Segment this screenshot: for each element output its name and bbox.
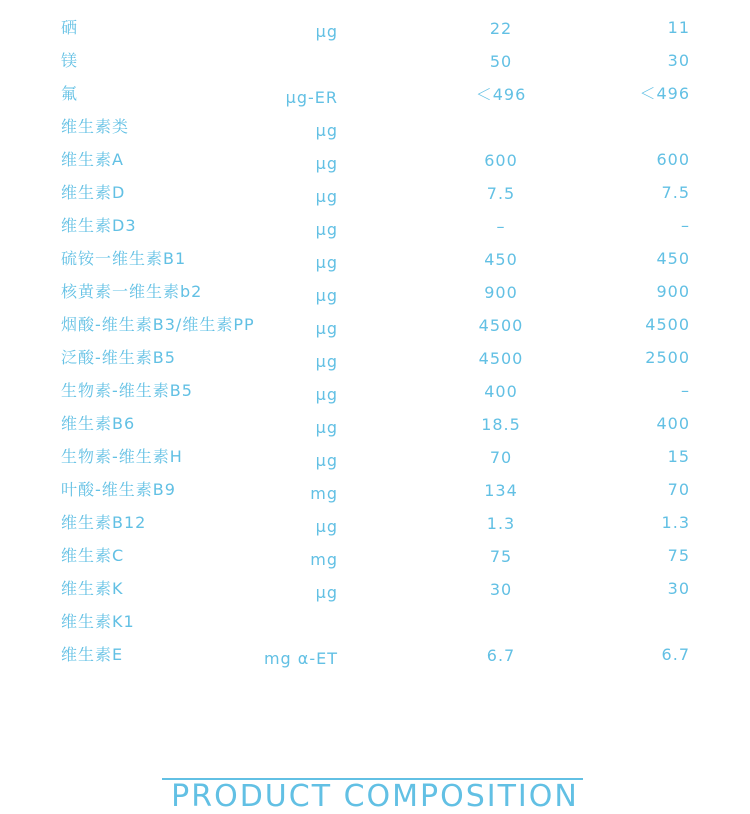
- nutrient-unit: μg: [315, 352, 338, 371]
- table-row: [0, 612, 750, 645]
- table-row: [0, 546, 750, 579]
- nutrient-unit: μg-ER: [285, 88, 338, 107]
- table-row: [0, 282, 750, 315]
- nutrient-unit: μg: [315, 121, 338, 140]
- nutrient-name: 泛酸-维生素B5: [61, 348, 176, 367]
- nutrient-name: 生物素-维生素B5: [61, 381, 193, 400]
- table-row: [0, 216, 750, 249]
- nutrient-unit: μg: [315, 517, 338, 536]
- nutrient-name: 核黄素一维生素b2: [61, 282, 203, 301]
- nutrient-value-1: 4500: [478, 349, 524, 368]
- nutrient-value-1: 7.5: [486, 184, 516, 203]
- nutrient-name: 生物素-维生素H: [61, 447, 183, 466]
- nutrient-unit: μg: [315, 319, 338, 338]
- nutrient-value-2: 15: [667, 447, 690, 466]
- nutrient-value-2: 400: [656, 414, 690, 433]
- nutrient-value-2: ＜496: [639, 84, 690, 103]
- nutrient-unit: μg: [315, 451, 338, 470]
- nutrient-name: 维生素E: [61, 645, 124, 664]
- nutrient-name: 维生素B6: [61, 414, 136, 433]
- nutrient-value-1: 75: [489, 547, 513, 566]
- nutrient-value-2: 4500: [645, 315, 690, 334]
- nutrient-name: 维生素D: [61, 183, 126, 202]
- nutrient-value-2: 70: [667, 480, 690, 499]
- table-row: [0, 150, 750, 183]
- nutrient-unit: mg: [310, 550, 338, 569]
- nutrient-value-1: 400: [484, 382, 518, 401]
- nutrient-value-2: 900: [656, 282, 690, 301]
- table-row: [0, 513, 750, 546]
- table-row: [0, 183, 750, 216]
- nutrient-value-2: 75: [667, 546, 690, 565]
- table-row: [0, 480, 750, 513]
- nutrient-value-2: 600: [656, 150, 690, 169]
- nutrient-value-1: 18.5: [481, 415, 521, 434]
- nutrient-value-2: 7.5: [661, 183, 690, 202]
- table-row: [0, 249, 750, 282]
- nutrient-unit: μg: [315, 187, 338, 206]
- nutrient-unit: μg: [315, 385, 338, 404]
- nutrient-value-2: –: [681, 381, 690, 400]
- nutrient-name: 叶酸-维生素B9: [61, 480, 176, 499]
- table-row: [0, 414, 750, 447]
- nutrient-name: 维生素C: [61, 546, 125, 565]
- nutrient-name: 维生素D3: [61, 216, 137, 235]
- nutrient-unit: μg: [315, 22, 338, 41]
- nutrient-name: 维生素B12: [61, 513, 147, 532]
- table-row: [0, 447, 750, 480]
- nutrient-value-2: –: [681, 216, 690, 235]
- nutrient-value-1: ＜496: [475, 85, 527, 104]
- nutrient-name: 维生素K1: [61, 612, 135, 631]
- nutrient-value-1: 600: [484, 151, 518, 170]
- nutrient-unit: mg: [310, 484, 338, 503]
- nutrient-unit: μg: [315, 418, 338, 437]
- nutrient-name: 硫铵一维生素B1: [61, 249, 187, 268]
- nutrient-value-2: 30: [667, 579, 690, 598]
- table-row: [0, 18, 750, 51]
- nutrient-value-1: 1.3: [486, 514, 516, 533]
- table-row: [0, 315, 750, 348]
- table-row: [0, 117, 750, 150]
- nutrient-value-2: 6.7: [661, 645, 690, 664]
- nutrient-unit: μg: [315, 220, 338, 239]
- nutrient-unit: μg: [315, 583, 338, 602]
- nutrient-value-2: 450: [656, 249, 690, 268]
- table-row: [0, 348, 750, 381]
- nutrient-value-1: 6.7: [486, 646, 516, 665]
- nutrient-value-1: 450: [484, 250, 518, 269]
- nutrient-unit: μg: [315, 286, 338, 305]
- nutrient-name: 氟: [61, 84, 79, 103]
- nutrient-name: 维生素K: [61, 579, 124, 598]
- nutrient-name: 硒: [61, 18, 79, 37]
- nutrient-value-1: 900: [484, 283, 518, 302]
- nutrient-unit: mg α-ET: [263, 649, 338, 668]
- table-row: [0, 51, 750, 84]
- table-row: [0, 84, 750, 117]
- nutrient-name: 维生素类: [61, 117, 130, 136]
- nutrient-value-1: 50: [489, 52, 513, 71]
- table-row: [0, 645, 750, 678]
- nutrient-value-1: 4500: [478, 316, 524, 335]
- nutrient-value-2: 2500: [645, 348, 690, 367]
- nutrient-unit: μg: [315, 253, 338, 272]
- table-row: [0, 381, 750, 414]
- nutrient-unit: μg: [315, 154, 338, 173]
- nutrient-value-1: 70: [489, 448, 513, 467]
- nutrient-name: 维生素A: [61, 150, 124, 169]
- nutrient-value-1: 134: [484, 481, 518, 500]
- nutrient-name: 镁: [61, 51, 79, 70]
- partial-top-row: [0, 0, 750, 6]
- nutrient-value-1: 30: [489, 580, 513, 599]
- nutrient-name: 烟酸-维生素B3/维生素PP: [61, 315, 255, 334]
- footer-title: PRODUCT COMPOSITION: [171, 779, 579, 814]
- nutrient-value-1: 22: [489, 19, 513, 38]
- nutrient-value-1: –: [496, 217, 506, 236]
- nutrient-value-2: 1.3: [661, 513, 690, 532]
- nutrient-value-2: 30: [667, 51, 690, 70]
- nutrient-value-2: 11: [667, 18, 690, 37]
- table-row: [0, 579, 750, 612]
